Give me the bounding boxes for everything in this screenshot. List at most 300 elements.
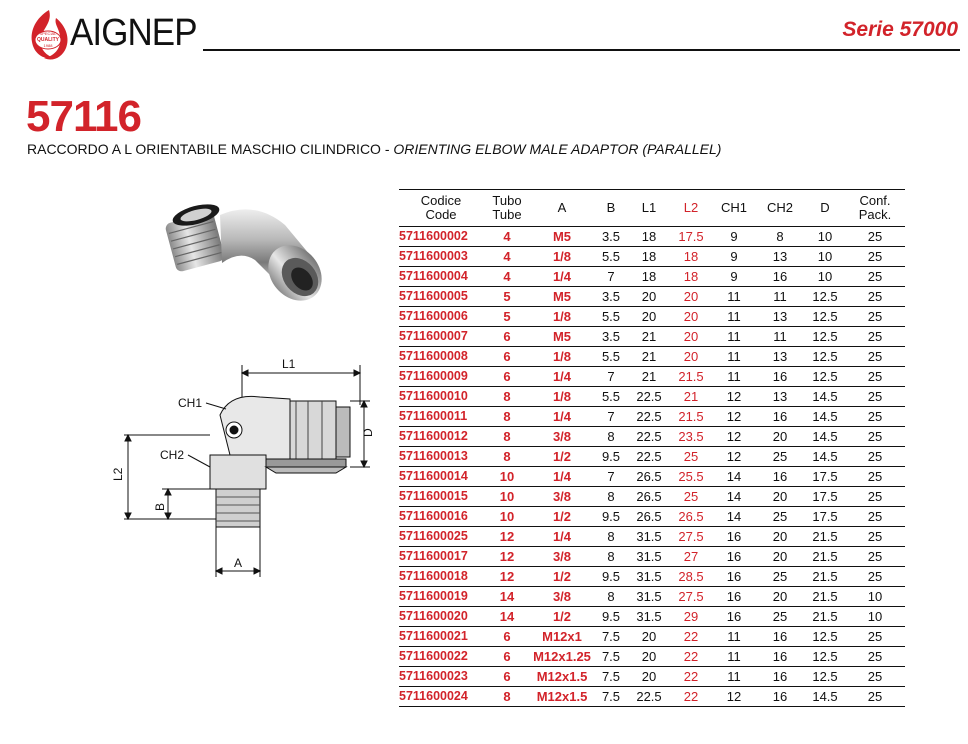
table-cell: 4 [483, 267, 531, 287]
table-cell: 8 [593, 487, 629, 507]
table-cell: 3/8 [531, 427, 593, 447]
table-cell: 23.5 [669, 427, 713, 447]
table-cell: M5 [531, 327, 593, 347]
column-header [755, 190, 805, 227]
table-cell: 5.5 [593, 347, 629, 367]
table-cell: 20 [755, 587, 805, 607]
table-cell: 10 [483, 487, 531, 507]
table-cell: 25 [845, 447, 905, 467]
table-cell: 21 [669, 387, 713, 407]
column-header [845, 190, 905, 227]
table-cell: 8 [593, 587, 629, 607]
table-cell: 25 [845, 627, 905, 647]
page-header [0, 0, 968, 70]
column-header-sublabel: Pack. [858, 207, 892, 222]
table-cell: 13 [755, 387, 805, 407]
svg-text:1988: 1988 [43, 43, 53, 48]
table-cell: 16 [755, 467, 805, 487]
table-cell: 25 [845, 547, 905, 567]
table-cell: 17.5 [805, 467, 845, 487]
table-cell: 18 [669, 247, 713, 267]
table-cell: 1/8 [531, 347, 593, 367]
table-row [399, 527, 905, 547]
product-title-en: ORIENTING ELBOW MALE ADAPTOR (PARALLEL) [393, 141, 722, 157]
product-title [27, 141, 721, 157]
table-body [399, 227, 905, 707]
table-cell: 11 [713, 287, 755, 307]
table-cell: 20 [755, 487, 805, 507]
table-cell: 5711600002 [399, 227, 483, 247]
table-cell: 5711600008 [399, 347, 483, 367]
table-row [399, 367, 905, 387]
column-header-label: A [557, 200, 567, 215]
table-cell: 5.5 [593, 247, 629, 267]
table-row [399, 427, 905, 447]
table-cell: 1/4 [531, 407, 593, 427]
table-cell: 12 [713, 407, 755, 427]
table-cell: 29 [669, 607, 713, 627]
table-cell: 12 [713, 427, 755, 447]
column-header [483, 190, 531, 227]
table-cell: 7.5 [593, 667, 629, 687]
table-cell: 14 [713, 487, 755, 507]
table-cell: 8 [483, 427, 531, 447]
table-cell: 6 [483, 647, 531, 667]
table-cell: 25.5 [669, 467, 713, 487]
table-cell: 1/4 [531, 267, 593, 287]
table-cell: 3/8 [531, 547, 593, 567]
table-cell: 25 [845, 367, 905, 387]
column-header-label: CH2 [766, 200, 793, 215]
table-cell: 14.5 [805, 447, 845, 467]
table-cell: 5711600003 [399, 247, 483, 267]
table-cell: 9.5 [593, 507, 629, 527]
table-cell: 26.5 [629, 467, 669, 487]
table-cell: 12.5 [805, 367, 845, 387]
table-cell: 26.5 [629, 507, 669, 527]
table-cell: 14 [713, 467, 755, 487]
table-cell: 13 [755, 347, 805, 367]
table-cell: 12.5 [805, 327, 845, 347]
table-cell: 1/4 [531, 467, 593, 487]
table-cell: 13 [755, 247, 805, 267]
table-cell: 6 [483, 327, 531, 347]
column-header [593, 190, 629, 227]
table-cell: 3.5 [593, 227, 629, 247]
table-cell: 20 [755, 547, 805, 567]
aignep-logo-icon [26, 8, 72, 62]
table-row [399, 287, 905, 307]
svg-text:A: A [234, 556, 243, 570]
table-row [399, 507, 905, 527]
column-header-sublabel: Code [425, 207, 457, 222]
table-cell: 11 [713, 627, 755, 647]
table-cell: 8 [755, 227, 805, 247]
table-cell: 1/2 [531, 507, 593, 527]
table-cell: 25 [845, 287, 905, 307]
table-cell: 7.5 [593, 687, 629, 707]
table-cell: 20 [669, 307, 713, 327]
table-row [399, 567, 905, 587]
table-cell: 5711600021 [399, 627, 483, 647]
table-cell: 12.5 [805, 667, 845, 687]
table-cell: 20 [669, 347, 713, 367]
table-cell: 17.5 [805, 487, 845, 507]
table-cell: 5711600014 [399, 467, 483, 487]
table-cell: 26.5 [669, 507, 713, 527]
table-cell: 6 [483, 347, 531, 367]
table-cell: 25 [845, 387, 905, 407]
table-cell: 13 [755, 307, 805, 327]
table-cell: M5 [531, 287, 593, 307]
table-cell: 22 [669, 627, 713, 647]
table-cell: 5711600010 [399, 387, 483, 407]
table-row [399, 467, 905, 487]
table-cell: 25 [845, 227, 905, 247]
table-cell: 3/8 [531, 587, 593, 607]
table-cell: 8 [483, 687, 531, 707]
column-header-label: L1 [641, 200, 657, 215]
brand-logo-text: AIGNEP [70, 12, 197, 54]
table-cell: 26.5 [629, 487, 669, 507]
table-cell: 31.5 [629, 607, 669, 627]
table-cell: 12.5 [805, 307, 845, 327]
table-cell: 27.5 [669, 587, 713, 607]
table-cell: 5711600019 [399, 587, 483, 607]
table-cell: 28.5 [669, 567, 713, 587]
table-cell: 16 [755, 687, 805, 707]
table-cell: 5711600016 [399, 507, 483, 527]
table-cell: 21 [629, 327, 669, 347]
table-cell: 12 [483, 527, 531, 547]
table-cell: 16 [713, 587, 755, 607]
table-cell: 16 [713, 567, 755, 587]
table-cell: 11 [713, 347, 755, 367]
table-cell: 16 [713, 547, 755, 567]
table-cell: 12.5 [805, 627, 845, 647]
table-cell: 16 [713, 527, 755, 547]
table-cell: M12x1 [531, 627, 593, 647]
table-cell: 17.5 [805, 507, 845, 527]
table-cell: 25 [845, 467, 905, 487]
table-cell: 16 [755, 267, 805, 287]
table-cell: 10 [845, 607, 905, 627]
svg-text:QUALITY: QUALITY [37, 37, 59, 43]
table-row [399, 407, 905, 427]
table-cell: 12.5 [805, 287, 845, 307]
table-cell: 7 [593, 367, 629, 387]
table-cell: 8 [483, 447, 531, 467]
table-cell: 22 [669, 667, 713, 687]
column-header [399, 190, 483, 227]
table-cell: 25 [845, 487, 905, 507]
table-cell: 5711600018 [399, 567, 483, 587]
table-cell: 5711600005 [399, 287, 483, 307]
table-cell: 31.5 [629, 567, 669, 587]
svg-text:CH2: CH2 [160, 448, 185, 462]
column-header [805, 190, 845, 227]
table-cell: 27 [669, 547, 713, 567]
table-cell: 5.5 [593, 387, 629, 407]
table-cell: 20 [629, 627, 669, 647]
table-row [399, 247, 905, 267]
svg-text:SPECIAL: SPECIAL [39, 31, 57, 36]
svg-text:L1: L1 [282, 357, 296, 371]
table-cell: 22.5 [629, 427, 669, 447]
table-row [399, 607, 905, 627]
svg-text:L2: L2 [111, 467, 125, 481]
series-label: Serie 57000 [842, 18, 958, 41]
table-cell: 8 [593, 427, 629, 447]
table-cell: 1/2 [531, 567, 593, 587]
table-cell: 14.5 [805, 427, 845, 447]
table-cell: 16 [755, 667, 805, 687]
table-cell: 9 [713, 267, 755, 287]
table-cell: 9.5 [593, 447, 629, 467]
table-cell: 25 [669, 447, 713, 467]
table-cell: 6 [483, 667, 531, 687]
table-cell: 12 [713, 387, 755, 407]
technical-drawing [110, 355, 380, 585]
table-cell: 8 [593, 547, 629, 567]
table-cell: 21.5 [805, 567, 845, 587]
table-cell: 6 [483, 367, 531, 387]
table-cell: 16 [755, 647, 805, 667]
table-cell: 21.5 [669, 407, 713, 427]
table-cell: 11 [713, 327, 755, 347]
column-header [713, 190, 755, 227]
table-cell: 11 [713, 667, 755, 687]
table-cell: 21.5 [805, 547, 845, 567]
table-cell: 5711600011 [399, 407, 483, 427]
table-cell: 5711600007 [399, 327, 483, 347]
table-cell: 1/8 [531, 307, 593, 327]
table-cell: 8 [593, 527, 629, 547]
column-header [531, 190, 593, 227]
column-header-label: L2 [683, 200, 699, 215]
table-cell: 25 [669, 487, 713, 507]
table-row [399, 447, 905, 467]
table-cell: 31.5 [629, 547, 669, 567]
table-cell: 25 [845, 507, 905, 527]
table-cell: 25 [755, 607, 805, 627]
table-row [399, 687, 905, 707]
column-header-label: Tubo [492, 193, 522, 208]
table-cell: 16 [713, 607, 755, 627]
table-cell: 1/8 [531, 387, 593, 407]
table-cell: M12x1.5 [531, 667, 593, 687]
table-cell: 25 [755, 507, 805, 527]
table-cell: 20 [755, 527, 805, 547]
svg-text:B: B [153, 502, 167, 511]
table-row [399, 627, 905, 647]
table-cell: 14 [713, 507, 755, 527]
table-cell: 21.5 [669, 367, 713, 387]
table-cell: 16 [755, 627, 805, 647]
column-header-label: Conf. [859, 193, 891, 208]
table-cell: 25 [755, 447, 805, 467]
table-cell: 11 [713, 647, 755, 667]
table-cell: 14 [483, 587, 531, 607]
column-header [669, 190, 713, 227]
table-cell: 5.5 [593, 307, 629, 327]
table-row [399, 547, 905, 567]
table-cell: 5711600020 [399, 607, 483, 627]
table-cell: 14.5 [805, 687, 845, 707]
table-cell: 1/2 [531, 607, 593, 627]
table-row [399, 387, 905, 407]
table-cell: 11 [755, 327, 805, 347]
table-cell: 25 [845, 327, 905, 347]
table-cell: 20 [755, 427, 805, 447]
table-cell: 14.5 [805, 387, 845, 407]
table-cell: 3.5 [593, 287, 629, 307]
product-photo [160, 195, 335, 310]
table-cell: 25 [845, 527, 905, 547]
table-cell: 8 [483, 387, 531, 407]
table-cell: 11 [713, 367, 755, 387]
table-cell: 1/4 [531, 527, 593, 547]
table-cell: 7 [593, 467, 629, 487]
table-cell: 5711600017 [399, 547, 483, 567]
table-cell: 25 [755, 567, 805, 587]
table-row [399, 267, 905, 287]
table-cell: 6 [483, 627, 531, 647]
table-cell: 22 [669, 687, 713, 707]
table-cell: 21 [629, 367, 669, 387]
table-cell: 22.5 [629, 387, 669, 407]
table-cell: 5711600013 [399, 447, 483, 467]
table-cell: 5711600022 [399, 647, 483, 667]
svg-text:D: D [361, 428, 375, 437]
table-cell: 21.5 [805, 527, 845, 547]
table-cell: 20 [669, 287, 713, 307]
table-cell: 5711600015 [399, 487, 483, 507]
svg-text:CH1: CH1 [178, 396, 203, 410]
table-cell: 22 [669, 647, 713, 667]
table-cell: 20 [629, 667, 669, 687]
table-row [399, 587, 905, 607]
table-cell: 9.5 [593, 567, 629, 587]
table-cell: 3/8 [531, 487, 593, 507]
column-header-sublabel: Tube [492, 207, 522, 222]
table-cell: 25 [845, 307, 905, 327]
table-cell: M12x1.5 [531, 687, 593, 707]
table-cell: 5 [483, 287, 531, 307]
table-cell: 7.5 [593, 627, 629, 647]
table-cell: 16 [755, 407, 805, 427]
table-cell: 5711600025 [399, 527, 483, 547]
table-cell: 21.5 [805, 607, 845, 627]
table-cell: 11 [713, 307, 755, 327]
table-cell: 10 [805, 247, 845, 267]
table-row [399, 347, 905, 367]
table-cell: 5711600006 [399, 307, 483, 327]
specification-table [399, 189, 905, 707]
table-cell: 25 [845, 347, 905, 367]
table-cell: 25 [845, 267, 905, 287]
product-title-it: RACCORDO A L ORIENTABILE MASCHIO CILINDRICO [27, 141, 381, 157]
table-cell: 17.5 [669, 227, 713, 247]
table-cell: 7 [593, 267, 629, 287]
table-row [399, 327, 905, 347]
table-cell: 18 [669, 267, 713, 287]
table-cell: 4 [483, 247, 531, 267]
table-row [399, 487, 905, 507]
table-cell: 9 [713, 247, 755, 267]
table-cell: 22.5 [629, 687, 669, 707]
table-cell: 5711600024 [399, 687, 483, 707]
table-cell: 5711600004 [399, 267, 483, 287]
table-cell: 12 [483, 547, 531, 567]
table-cell: 20 [629, 287, 669, 307]
table-cell: 9.5 [593, 607, 629, 627]
column-header-label: Codice [420, 193, 462, 208]
table-row [399, 227, 905, 247]
column-header-label: D [820, 200, 830, 215]
table-cell: 4 [483, 227, 531, 247]
table-cell: 20 [629, 307, 669, 327]
table-cell: 25 [845, 247, 905, 267]
table-cell: 18 [629, 267, 669, 287]
table-cell: 18 [629, 227, 669, 247]
table-cell: 25 [845, 567, 905, 587]
table-cell: 9 [713, 227, 755, 247]
table-cell: 18 [629, 247, 669, 267]
table-cell: 11 [755, 287, 805, 307]
table-cell: M5 [531, 227, 593, 247]
table-cell: 31.5 [629, 527, 669, 547]
table-cell: 1/8 [531, 247, 593, 267]
table-cell: 14 [483, 607, 531, 627]
table-cell: 12 [713, 447, 755, 467]
table-cell: 20 [669, 327, 713, 347]
table-cell: 25 [845, 427, 905, 447]
table-row [399, 307, 905, 327]
table-cell: 21.5 [805, 587, 845, 607]
column-header-label: CH1 [720, 200, 747, 215]
title-separator: - [380, 141, 394, 157]
table-cell: M12x1.25 [531, 647, 593, 667]
column-header-label: B [606, 200, 616, 215]
table-cell: 7 [593, 407, 629, 427]
table-cell: 31.5 [629, 587, 669, 607]
table-cell: 12 [483, 567, 531, 587]
table-cell: 8 [483, 407, 531, 427]
table-cell: 12 [713, 687, 755, 707]
table-cell: 10 [483, 507, 531, 527]
table-cell: 10 [805, 227, 845, 247]
table-cell: 5711600009 [399, 367, 483, 387]
table-header-row [399, 190, 905, 227]
table-cell: 1/2 [531, 447, 593, 467]
table-cell: 27.5 [669, 527, 713, 547]
table-cell: 14.5 [805, 407, 845, 427]
table-cell: 16 [755, 367, 805, 387]
table-cell: 25 [845, 647, 905, 667]
table-row [399, 667, 905, 687]
header-divider [203, 49, 960, 51]
table-cell: 22.5 [629, 407, 669, 427]
table-row [399, 647, 905, 667]
table-cell: 20 [629, 647, 669, 667]
table-cell: 21 [629, 347, 669, 367]
table-cell: 10 [845, 587, 905, 607]
table-cell: 25 [845, 407, 905, 427]
product-code: 57116 [26, 92, 141, 141]
table-cell: 5711600012 [399, 427, 483, 447]
table-cell: 5 [483, 307, 531, 327]
